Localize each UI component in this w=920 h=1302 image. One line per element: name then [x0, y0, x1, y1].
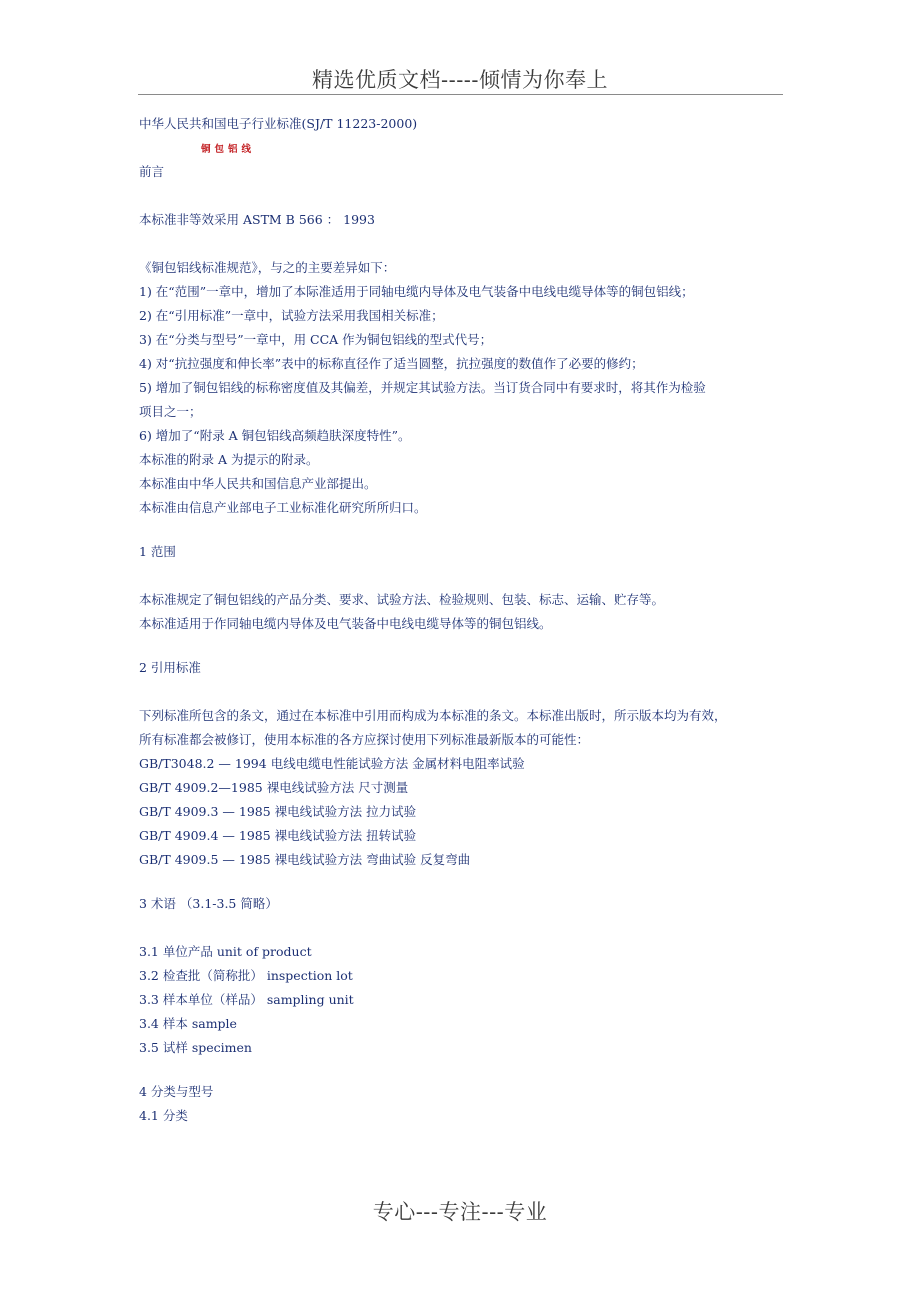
foreword-line: 本标准由中华人民共和国信息产业部提出。	[139, 476, 377, 491]
foreword-line: 2) 在“引用标准”一章中，试验方法采用我国相关标准；	[139, 308, 444, 323]
document-subtitle: 铜包铝线	[201, 144, 256, 155]
reference-item: GB/T 4909.2—1985 裸电线试验方法 尺寸测量	[139, 780, 409, 795]
reference-item: GB/T 4909.4 — 1985 裸电线试验方法 扭转试验	[139, 828, 417, 843]
paragraph: 所有标准都会被修订，使用本标准的各方应探讨使用下列标准最新版本的可能性：	[139, 732, 590, 747]
foreword-line: 项目之一；	[139, 404, 202, 419]
section-heading-scope: 1 范围	[139, 544, 176, 559]
document-title: 中华人民共和国电子行业标准(SJ/T 11223-2000)	[139, 116, 418, 131]
foreword-line: 本标准非等效采用 ASTM B 566 ： 1993	[139, 212, 375, 227]
reference-item: GB/T3048.2 — 1994 电线电缆电性能试验方法 金属材料电阻率试验	[139, 756, 525, 771]
foreword-line: 5) 增加了铜包铝线的标称密度值及其偏差，并规定其试验方法。当订货合同中有要求时，将其作为检验	[139, 380, 706, 395]
foreword-heading: 前言	[139, 164, 165, 179]
foreword-line: 4) 对“抗拉强度和伸长率”表中的标称直径作了适当圆整，抗拉强度的数值作了必要的修约；	[139, 356, 644, 371]
foreword-line: 1) 在“范围”一章中，增加了本际准适用于同轴电缆内导体及电气装备中电线电缆导体等的铜包铝线；	[139, 284, 694, 299]
section-heading-terms: 3 术语 （3.1-3.5 简略）	[139, 896, 278, 911]
header-rule	[138, 94, 783, 95]
term-item: 3.5 试样 specimen	[139, 1040, 252, 1055]
term-item: 3.2 检查批（简称批） inspection lot	[139, 968, 353, 983]
reference-item: GB/T 4909.5 — 1985 裸电线试验方法 弯曲试验 反复弯曲	[139, 852, 471, 867]
foreword-line: 本标准由信息产业部电子工业标准化研究所所归口。	[139, 500, 427, 515]
page-header: 精选优质文档-----倾情为你奉上	[312, 68, 608, 92]
page-footer: 专心---专注---专业	[372, 1200, 548, 1224]
section-heading-classification: 4 分类与型号	[139, 1084, 214, 1099]
paragraph: 下列标准所包含的条文，通过在本标准中引用而构成为本标准的条文。本标准出版时，所示版本均为有效，	[139, 708, 727, 723]
section-heading-references: 2 引用标准	[139, 660, 201, 675]
foreword-line: 3) 在“分类与型号”一章中，用 CCA 作为铜包铝线的型式代号；	[139, 332, 493, 347]
paragraph: 本标准适用于作同轴电缆内导体及电气装备中电线电缆导体等的铜包铝线。	[139, 616, 552, 631]
term-item: 3.1 单位产品 unit of product	[139, 944, 312, 959]
reference-item: GB/T 4909.3 — 1985 裸电线试验方法 拉力试验	[139, 804, 417, 819]
foreword-line: 《铜包铝线标准规范》，与之的主要差异如下：	[139, 260, 396, 275]
foreword-line: 6) 增加了“附录 A 铜包铝线高频趋肤深度特性”。	[139, 428, 411, 443]
term-item: 3.4 样本 sample	[139, 1016, 237, 1031]
foreword-line: 本标准的附录 A 为提示的附录。	[139, 452, 319, 467]
term-item: 3.3 样本单位（样品） sampling unit	[139, 992, 354, 1007]
subsection-heading: 4.1 分类	[139, 1108, 188, 1123]
paragraph: 本标准规定了铜包铝线的产品分类、要求、试验方法、检验规则、包装、标志、运输、贮存等。	[139, 592, 665, 607]
